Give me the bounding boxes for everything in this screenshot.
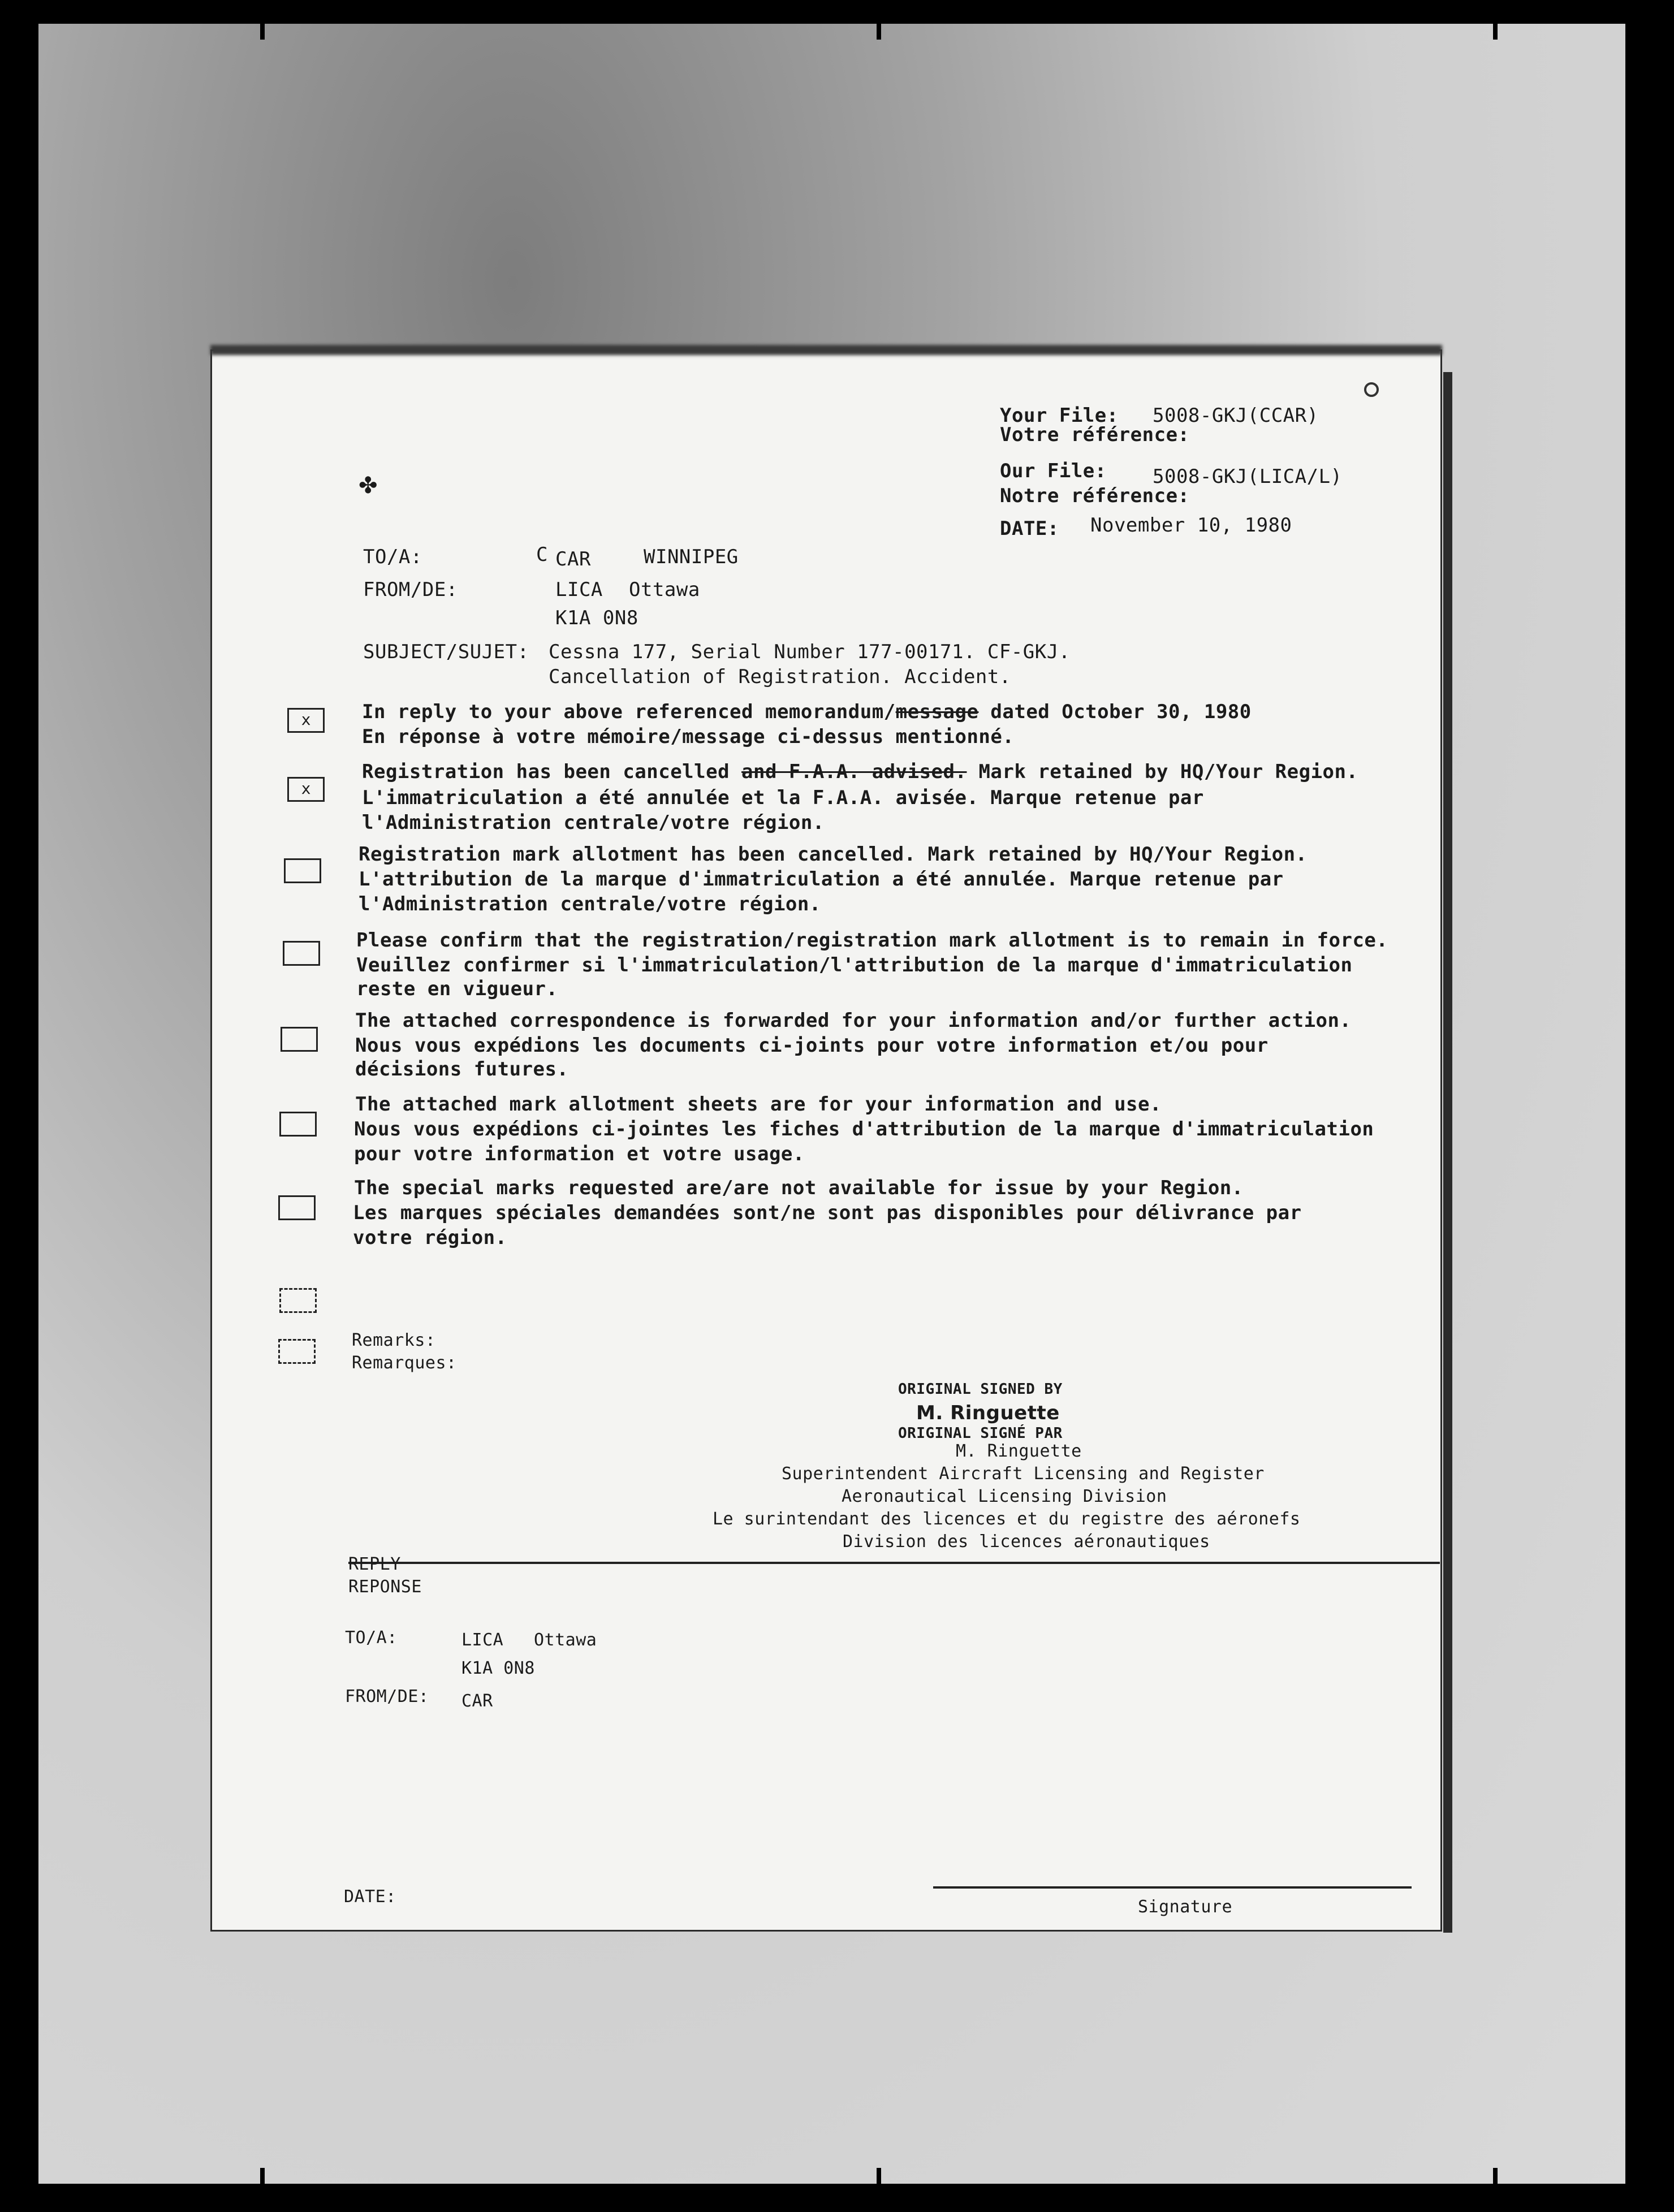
option-text-fr-2: l'Administration centrale/votre région. — [362, 811, 825, 834]
our-file-value: 5008-GKJ(LICA/L) — [1153, 465, 1343, 488]
option-text-en-part: Mark retained by HQ/Your Region. — [967, 761, 1358, 783]
frame-tick — [1493, 2168, 1498, 2207]
page-top-edge — [210, 345, 1442, 355]
frame-tick — [260, 0, 265, 40]
to-city: WINNIPEG — [644, 546, 739, 568]
from-value: LICA — [555, 578, 603, 601]
signer-division-en: Aeronautical Licensing Division — [842, 1487, 1167, 1506]
frame-tick — [877, 2168, 881, 2207]
option-text-fr: L'attribution de la marque d'immatriculation a été annulée. Marque retenue par — [359, 868, 1284, 891]
remarques-label: Remarques: — [352, 1353, 457, 1373]
from-city: Ottawa — [629, 578, 700, 601]
subject-label: SUBJECT/SUJET: — [363, 641, 529, 663]
option-checkbox[interactable] — [283, 941, 320, 966]
option-checkbox[interactable]: x — [287, 777, 325, 802]
signer-title-en: Superintendent Aircraft Licensing and Register — [782, 1464, 1265, 1484]
to-prefix: C — [536, 543, 548, 566]
frame-edge-line — [1625, 24, 1630, 2184]
reply-divider — [348, 1562, 1440, 1564]
option-text-fr: Nous vous expédions ci-jointes les fiches d'attribution de la marque d'immatriculation — [354, 1118, 1374, 1140]
option-checkbox[interactable] — [278, 1195, 316, 1220]
option-text-fr-2: votre région. — [353, 1226, 507, 1249]
struck-text: message — [895, 701, 979, 723]
option-text-fr: Les marques spéciales demandées sont/ne sont pas disponibles pour délivrance par — [353, 1202, 1302, 1224]
to-label: TO/A: — [363, 546, 422, 568]
reply-to-city: Ottawa — [534, 1630, 597, 1650]
signer-title-fr: Le surintendant des licences et du registre des aéronefs — [713, 1509, 1301, 1529]
option-text-en: Please confirm that the registration/registration mark allotment is to remain in force. — [356, 929, 1388, 952]
option-checkbox[interactable]: x — [287, 708, 325, 733]
frame-edge-line — [34, 24, 38, 2184]
subject-line-2: Cancellation of Registration. Accident. — [549, 666, 1011, 688]
option-text-en: The special marks requested are/are not available for issue by your Region. — [354, 1177, 1244, 1199]
remarks-label: Remarks: — [352, 1330, 436, 1350]
punch-hole-icon — [1364, 382, 1379, 397]
reply-from-value: CAR — [461, 1691, 493, 1711]
option-text-fr-2: décisions futures. — [355, 1058, 569, 1081]
option-text-fr: Nous vous expédions les documents ci-joints pour votre information et/ou pour — [355, 1034, 1269, 1057]
to-value: CAR — [555, 548, 591, 571]
option-text-fr: Veuillez confirmer si l'immatriculation/l'attribution de la marque d'immatriculation — [356, 954, 1353, 977]
frame-tick — [1493, 0, 1498, 40]
signer-name: M. Ringuette — [956, 1441, 1082, 1461]
our-file-label: Our File: — [1000, 460, 1107, 482]
from-postal: K1A 0N8 — [555, 607, 638, 629]
struck-text: and F.A.A. advised. — [741, 761, 967, 783]
reply-to-postal: K1A 0N8 — [461, 1658, 535, 1678]
frame-tick — [877, 0, 881, 40]
extra-checkbox[interactable] — [279, 1288, 317, 1313]
emblem-icon: ✤ — [359, 473, 378, 499]
reply-to-label: TO/A: — [345, 1628, 398, 1648]
option-checkbox[interactable] — [279, 1112, 317, 1137]
option-text-fr: L'immatriculation a été annulée et la F.A.A. avisée. Marque retenue par — [362, 787, 1204, 809]
option-text-fr-2: pour votre information et votre usage. — [354, 1143, 805, 1165]
option-text-en-part: dated October 30, 1980 — [978, 701, 1252, 723]
signature-line — [933, 1886, 1412, 1889]
reply-from-label: FROM/DE: — [345, 1687, 429, 1706]
reply-title-en: REPLY — [348, 1554, 401, 1574]
option-checkbox[interactable] — [281, 1027, 318, 1052]
option-text-en: The attached mark allotment sheets are for your information and use. — [355, 1093, 1162, 1116]
option-text-fr: En réponse à votre mémoire/message ci-dessus mentionné. — [362, 725, 1015, 748]
option-text-fr-2: l'Administration centrale/votre région. — [359, 893, 821, 915]
option-checkbox[interactable] — [284, 858, 321, 883]
reply-to-value: LICA — [461, 1630, 504, 1650]
memo-page — [210, 349, 1442, 1932]
option-text-en — [362, 702, 1252, 722]
signature-label: Signature — [1138, 1897, 1233, 1917]
frame-tick — [260, 2168, 265, 2207]
reply-date-label: DATE: — [344, 1887, 396, 1907]
option-text-en: The attached correspondence is forwarded for your information and/or further action. — [355, 1009, 1352, 1032]
notre-reference-label: Notre référence: — [1000, 485, 1190, 507]
original-signed-en: ORIGINAL SIGNED BY — [898, 1381, 1063, 1398]
extra-checkbox[interactable] — [278, 1339, 316, 1364]
subject-line-1: Cessna 177, Serial Number 177-00171. CF-GKJ. — [549, 641, 1071, 663]
signer-division-fr: Division des licences aéronautiques — [843, 1532, 1210, 1552]
votre-reference-label: Votre référence: — [1000, 424, 1190, 446]
from-label: FROM/DE: — [363, 578, 458, 601]
option-text-en-part: Registration has been cancelled — [362, 761, 742, 783]
reply-title-fr: REPONSE — [348, 1577, 422, 1597]
option-text-en — [362, 762, 1358, 781]
your-file-value: 5008-GKJ(CCAR) — [1153, 404, 1319, 427]
option-text-en-part: In reply to your above referenced memorandum/ — [362, 701, 896, 723]
your-file-label: Your File: — [1000, 404, 1119, 427]
signed-name: M. Ringuette — [916, 1402, 1060, 1424]
page-right-edge — [1443, 372, 1452, 1933]
date-label: DATE: — [1000, 517, 1059, 540]
option-text-en: Registration mark allotment has been cancelled. Mark retained by HQ/Your Region. — [359, 843, 1308, 866]
option-text-fr-2: reste en vigueur. — [356, 978, 558, 1000]
original-signed-fr: ORIGINAL SIGNÉ PAR — [898, 1425, 1063, 1442]
date-value: November 10, 1980 — [1090, 514, 1292, 537]
